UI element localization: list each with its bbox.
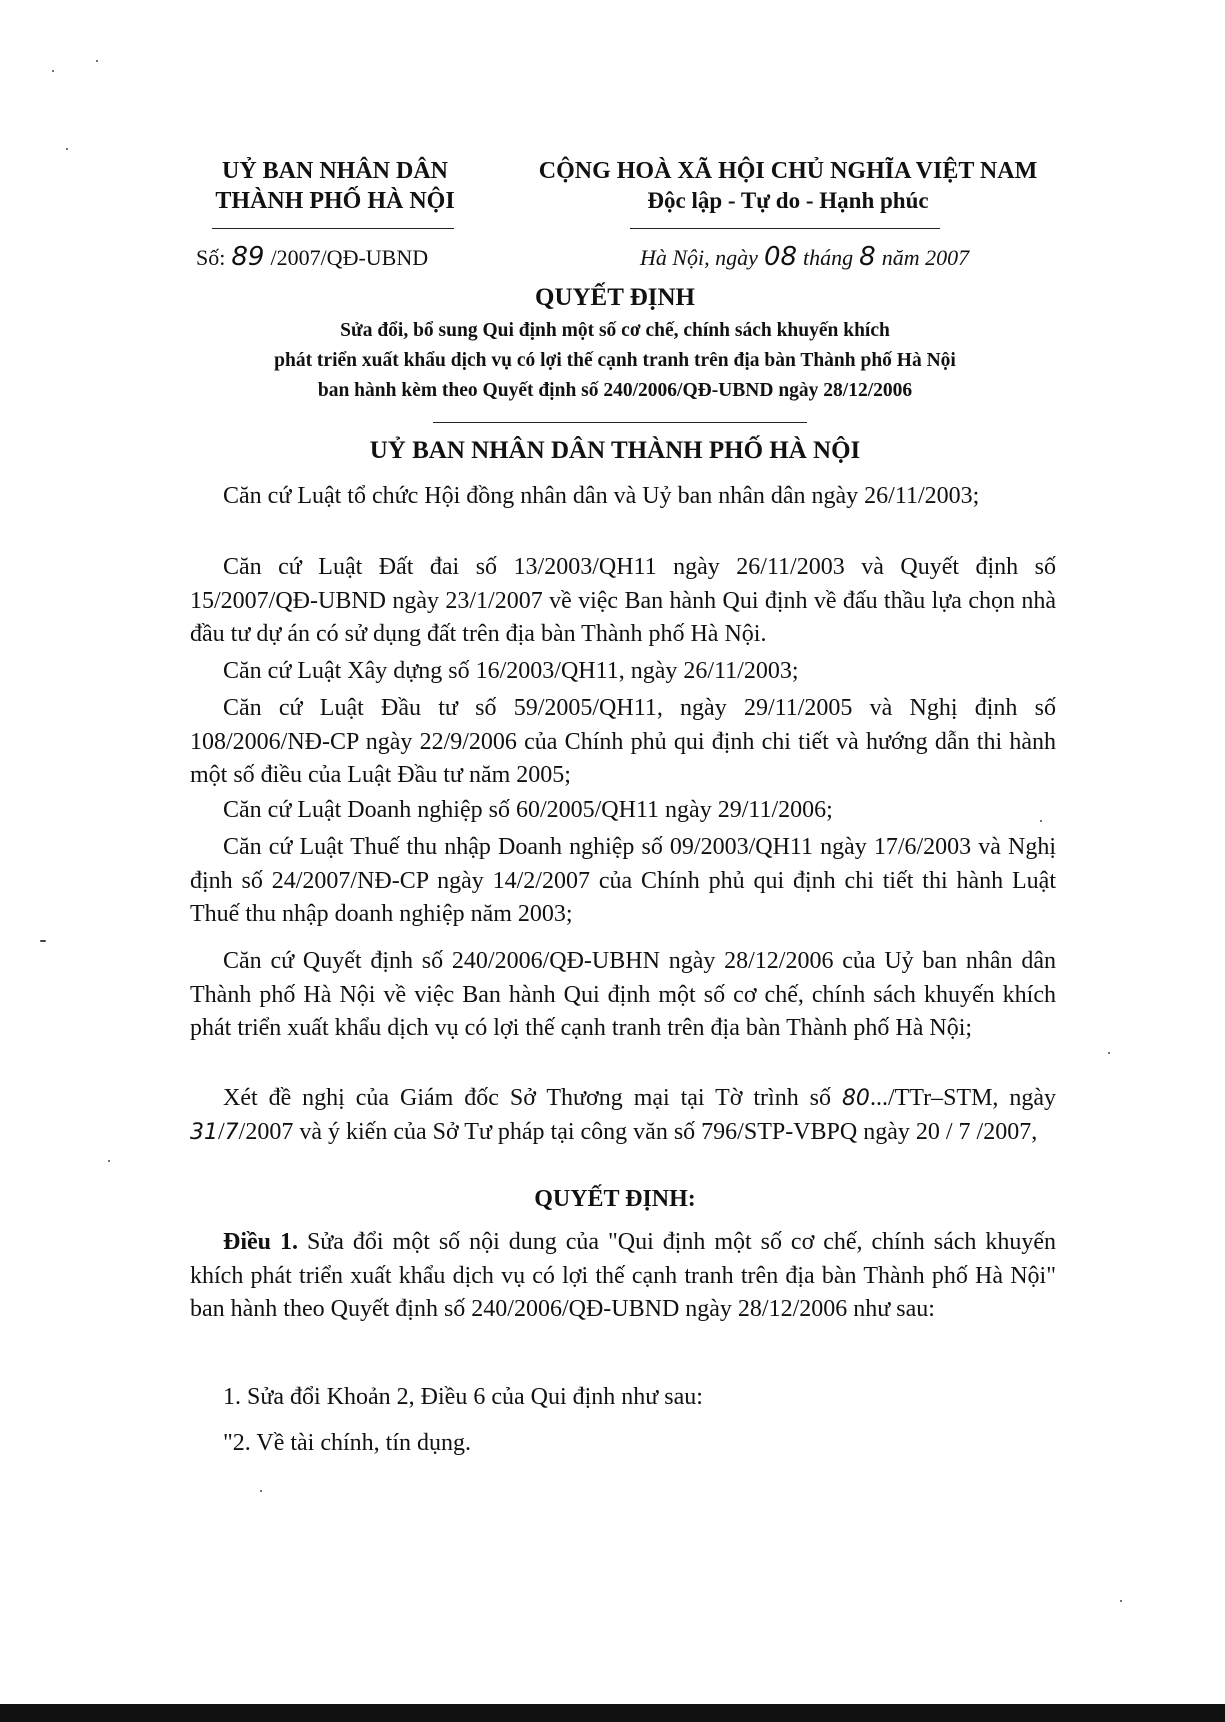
document-subtitle (170, 316, 1060, 406)
basis-text: Căn cứ Luật Đất đai số 13/2003/QH11 ngày 26/11/2003 và Quyết định số 15/2007/QĐ-UBND ngày 23/1/2007 về việc Ban hành Qui định về đấu thầu lựa chọn nhà đầu tư dự án có sử dụng đất trên địa bàn Thành phố Hà Nội. (190, 554, 1056, 647)
proposal-text (190, 1082, 1056, 1149)
subtitle-line: Sửa đổi, bổ sung Qui định một số cơ chế, chính sách khuyến khích (340, 320, 890, 341)
proposal-part: .../TTr–STM, ngày (869, 1085, 1057, 1111)
proposal-part: Xét đề nghị của Giám đốc Sở Thương mại tại Tờ trình số (223, 1085, 831, 1111)
issuer-line: UỶ BAN NHÂN DÂN (222, 158, 448, 184)
scan-speck (1108, 1052, 1110, 1054)
document-number (196, 242, 428, 272)
basis-text: Căn cứ Luật Doanh nghiệp số 60/2005/QH11 ngày 29/11/2006; (223, 797, 833, 823)
motto-underline (630, 228, 940, 229)
scan-speck (40, 940, 46, 942)
date-day-handwritten: 08 (763, 242, 798, 272)
basis-text: Căn cứ Quyết định số 240/2006/QĐ-UBHN ngày 28/12/2006 của Uỷ ban nhân dân Thành phố Hà Nội về việc Ban hành Qui định một số cơ chế, chính sách khuyến khích phát triển xuất khẩu dịch vụ có lợi thế cạnh tranh trên địa bàn Thành phố Hà Nội; (190, 948, 1056, 1041)
scan-speck (96, 60, 98, 62)
title-divider (433, 422, 807, 423)
scan-speck (66, 148, 68, 150)
basis-text: Căn cứ Luật Xây dựng số 16/2003/QH11, ngày 26/11/2003; (223, 658, 799, 684)
issuer-block (190, 156, 480, 216)
basis-paragraph (190, 480, 1056, 514)
basis-paragraph (190, 655, 1056, 689)
proposal-separator: / (218, 1118, 225, 1145)
proposal-day-handwritten: 31 (190, 1119, 218, 1145)
scan-speck (52, 70, 54, 72)
basis-paragraph (190, 945, 1056, 1046)
document-title: QUYẾT ĐỊNH (535, 284, 695, 311)
basis-paragraph (190, 831, 1056, 932)
article-item (190, 1381, 1056, 1415)
decision-heading: QUYẾT ĐỊNH: (534, 1186, 696, 1212)
proposal-number-handwritten: 80 (841, 1086, 870, 1111)
basis-paragraph (190, 692, 1056, 793)
issuer-underline (212, 228, 454, 229)
basis-text: Căn cứ Luật tổ chức Hội đồng nhân dân và Uỷ ban nhân dân ngày 26/11/2003; (223, 483, 980, 509)
authority-heading: UỶ BAN NHÂN DÂN THÀNH PHỐ HÀ NỘI (369, 437, 861, 464)
nation-name: CỘNG HOÀ XÃ HỘI CHỦ NGHĨA VIỆT NAM (538, 158, 1038, 184)
subtitle-line: ban hành kèm theo Quyết định số 240/2006/QĐ-UBND ngày 28/12/2006 (317, 380, 913, 401)
article-item (190, 1427, 1056, 1461)
basis-paragraph (190, 551, 1056, 652)
nation-block (498, 156, 1078, 216)
subtitle-line: phát triển xuất khẩu dịch vụ có lợi thế cạnh tranh trên địa bàn Thành phố Hà Nội (274, 350, 956, 371)
proposal-part: /2007 và ý kiến của Sở Tư pháp tại công văn số 796/STP-VBPQ ngày 20 / 7 /2007, (238, 1118, 1038, 1145)
basis-text: Căn cứ Luật Đầu tư số 59/2005/QH11, ngày 29/11/2005 và Nghị định số 108/2006/NĐ-CP ngày 22/9/2006 của Chính phủ qui định chi tiết và hướng dẫn thi hành một số điều của Luật Đầu tư năm 2005; (190, 695, 1056, 788)
article-1-lead: Điều 1. (223, 1229, 298, 1255)
article-item-text: "2. Về tài chính, tín dụng. (223, 1430, 471, 1456)
date-year-label: năm 2007 (881, 245, 970, 270)
date-place-prefix: Hà Nội, ngày (640, 245, 758, 270)
doc-number-handwritten: 89 (231, 242, 265, 272)
date-month-handwritten: 8 (859, 242, 876, 272)
proposal-paragraph (190, 1082, 1056, 1149)
proposal-month-handwritten: 7 (224, 1119, 239, 1145)
article-1-body: Sửa đổi một số nội dung của "Qui định một số cơ chế, chính sách khuyến khích phát triển xuất khẩu dịch vụ có lợi thế cạnh tranh trên địa bàn Thành phố Hà Nội" ban hành theo Quyết định số 240/2006/QĐ-UBND ngày 28/12/2006 như sau: (190, 1229, 1057, 1322)
doc-number-prefix: Số: (196, 245, 226, 270)
issuer-line: THÀNH PHỐ HÀ NỘI (215, 188, 455, 214)
basis-paragraph (190, 794, 1056, 828)
article-1 (190, 1226, 1056, 1327)
scan-speck (1120, 1600, 1122, 1602)
nation-motto: Độc lập - Tự do - Hạnh phúc (647, 188, 929, 213)
scan-speck (108, 1160, 110, 1162)
document-date (640, 242, 969, 272)
basis-text: Căn cứ Luật Thuế thu nhập Doanh nghiệp số 09/2003/QH11 ngày 17/6/2003 và Nghị định số 24/2007/NĐ-CP ngày 14/2/2007 của Chính phủ qui định chi tiết thi hành Luật Thuế thu nhập doanh nghiệp năm 2003; (190, 834, 1056, 927)
article-item-text: 1. Sửa đổi Khoản 2, Điều 6 của Qui định như sau: (223, 1384, 703, 1410)
article-1-text (190, 1226, 1056, 1327)
scan-speck (260, 1490, 262, 1492)
doc-number-suffix: /2007/QĐ-UBND (270, 245, 429, 270)
date-month-label: tháng (803, 245, 854, 270)
scan-bottom-edge (0, 1704, 1225, 1722)
